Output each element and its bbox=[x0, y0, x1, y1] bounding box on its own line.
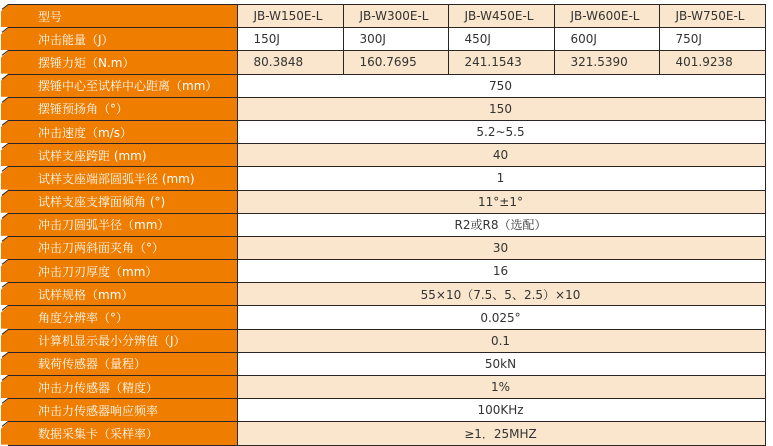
table-row bbox=[8, 376, 765, 399]
spec-value-cell: 16 bbox=[237, 260, 765, 283]
spec-value-cell: 300J bbox=[343, 28, 448, 51]
table-row bbox=[8, 51, 765, 74]
spec-value-cell: 11°±1° bbox=[237, 190, 765, 213]
spec-value-cell: 241.1543 bbox=[448, 51, 554, 74]
spec-value-cell: 750 bbox=[237, 74, 765, 97]
spec-value-cell: R2或R8（选配） bbox=[237, 213, 765, 236]
table-row bbox=[8, 167, 765, 190]
spec-value-cell: 321.5390 bbox=[554, 51, 659, 74]
table-row bbox=[8, 190, 765, 213]
spec-label: 角度分辨率（°） bbox=[8, 306, 237, 329]
model-header-cell: JB-W450E-L bbox=[448, 5, 554, 28]
spec-value-cell: 1% bbox=[237, 376, 765, 399]
spec-value-cell: 401.9238 bbox=[659, 51, 765, 74]
table-row bbox=[8, 120, 765, 143]
spec-label: 摆锤中心至试样中心距离（mm） bbox=[8, 74, 237, 97]
spec-value-cell: 55×10（7.5、5、2.5）×10 bbox=[237, 283, 765, 306]
table-row bbox=[8, 422, 765, 445]
spec-value-cell: 50kN bbox=[237, 352, 765, 375]
table-row bbox=[8, 144, 765, 167]
table-row bbox=[8, 283, 765, 306]
spec-value-cell: 5.2~5.5 bbox=[237, 120, 765, 143]
spec-label: 冲击刀刃厚度（mm） bbox=[8, 260, 237, 283]
spec-value-cell: 80.3848 bbox=[237, 51, 343, 74]
table-row bbox=[8, 352, 765, 375]
model-header-cell: JB-W750E-L bbox=[659, 5, 765, 28]
spec-label: 冲击力传感器响应频率 bbox=[8, 399, 237, 422]
table-row-header bbox=[8, 5, 765, 28]
table-row bbox=[8, 97, 765, 120]
model-header-cell: JB-W150E-L bbox=[237, 5, 343, 28]
spec-label: 试样支座支撑面倾角 (°) bbox=[8, 190, 237, 213]
spec-value-cell: 30 bbox=[237, 236, 765, 259]
spec-value-cell: 1 bbox=[237, 167, 765, 190]
spec-value-cell: 150J bbox=[237, 28, 343, 51]
spec-label: 试样规格（mm） bbox=[8, 283, 237, 306]
spec-label: 冲击刀两斜面夹角（°） bbox=[8, 236, 237, 259]
spec-label-model: 型号 bbox=[8, 5, 237, 28]
model-header-cell: JB-W600E-L bbox=[554, 5, 659, 28]
table-row bbox=[8, 306, 765, 329]
table-row bbox=[8, 213, 765, 236]
spec-value-cell: 600J bbox=[554, 28, 659, 51]
spec-label: 冲击力传感器（精度） bbox=[8, 376, 237, 399]
spec-table bbox=[8, 4, 766, 446]
table-row bbox=[8, 236, 765, 259]
spec-label: 数据采集卡（采样率） bbox=[8, 422, 237, 445]
table-row bbox=[8, 260, 765, 283]
spec-value-cell: 100KHz bbox=[237, 399, 765, 422]
model-header-cell: JB-W300E-L bbox=[343, 5, 448, 28]
spec-label: 冲击速度（m/s） bbox=[8, 120, 237, 143]
spec-value-cell: ≥1．25MHZ bbox=[237, 422, 765, 445]
table-row bbox=[8, 74, 765, 97]
spec-label: 试样支座端部圆弧半径 (mm) bbox=[8, 167, 237, 190]
spec-value-cell: 0.1 bbox=[237, 329, 765, 352]
spec-value-cell: 0.025° bbox=[237, 306, 765, 329]
spec-value-cell: 160.7695 bbox=[343, 51, 448, 74]
spec-label: 冲击刀圆弧半径（mm） bbox=[8, 213, 237, 236]
spec-label: 冲击能量（J） bbox=[8, 28, 237, 51]
spec-label: 摆锤力矩（N.m） bbox=[8, 51, 237, 74]
spec-label: 计算机显示最小分辨值（J） bbox=[8, 329, 237, 352]
spec-value-cell: 40 bbox=[237, 144, 765, 167]
spec-label: 载荷传感器（量程） bbox=[8, 352, 237, 375]
table-row bbox=[8, 28, 765, 51]
spec-value-cell: 150 bbox=[237, 97, 765, 120]
table-row bbox=[8, 329, 765, 352]
spec-value-cell: 750J bbox=[659, 28, 765, 51]
table-row bbox=[8, 399, 765, 422]
spec-value-cell: 450J bbox=[448, 28, 554, 51]
spec-label: 试样支座跨距 (mm) bbox=[8, 144, 237, 167]
spec-label: 摆锤预扬角（°） bbox=[8, 97, 237, 120]
